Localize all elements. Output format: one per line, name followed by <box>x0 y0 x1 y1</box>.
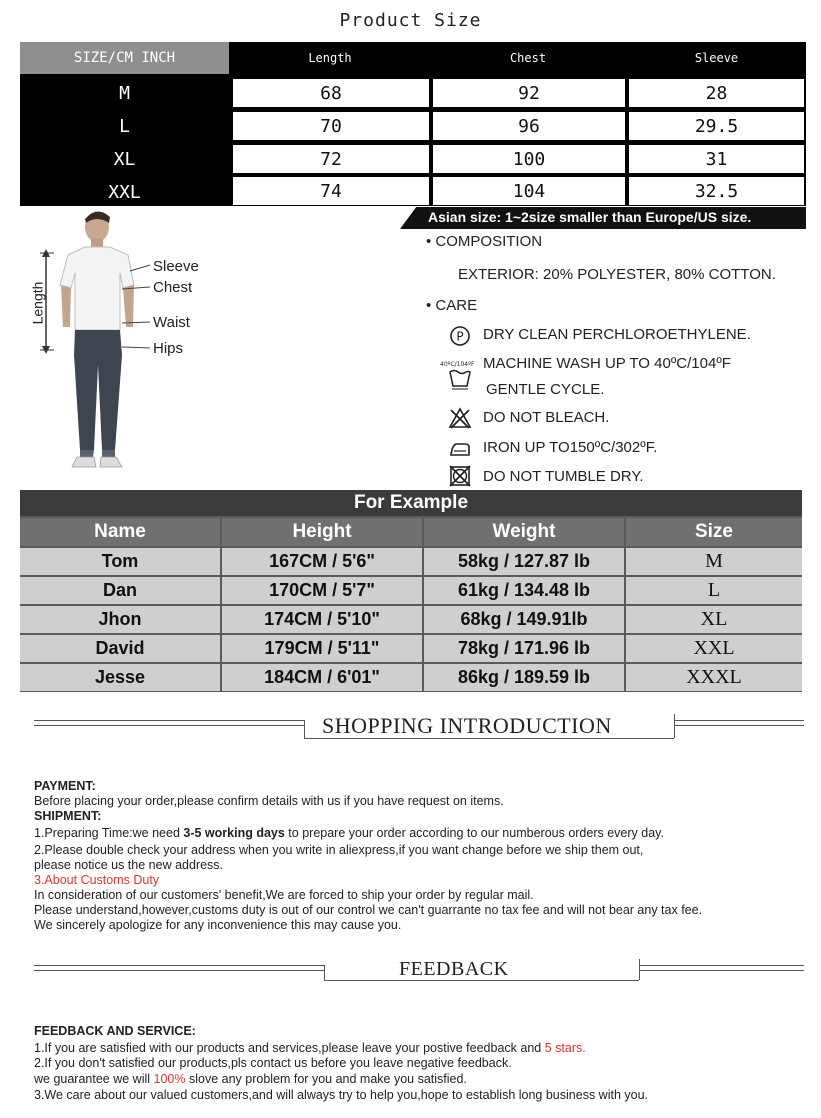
dry-clean-text: DRY CLEAN PERCHLOROETHYLENE. <box>483 326 751 343</box>
divider <box>639 970 804 971</box>
working-days-highlight: 3-5 working days <box>183 826 285 840</box>
chest-label: Chest <box>153 279 193 296</box>
chest-cell: 92 <box>433 79 625 107</box>
wash-temp-label: 40ºC/104ºF <box>440 361 475 368</box>
feedback-line-3-pre: we guarantee we will <box>34 1072 154 1086</box>
no-tumble-dry-text: DO NOT TUMBLE DRY. <box>483 468 644 485</box>
divider <box>304 720 305 738</box>
customs-line-3: We sincerely apologize for any inconvenience this may cause you. <box>34 918 402 932</box>
size-label-cell: M <box>119 82 130 104</box>
composition-text: EXTERIOR: 20% POLYESTER, 80% COTTON. <box>458 266 776 283</box>
length-label: Length <box>29 281 46 325</box>
hundred-percent-highlight: 100% <box>153 1072 186 1086</box>
divider <box>674 720 804 721</box>
height-cell: 174CM / 5'10" <box>222 606 422 633</box>
example-table <box>20 490 802 692</box>
feedback-line-1 <box>34 1041 586 1055</box>
no-bleach-icon <box>448 407 472 429</box>
height-header-cell: Height <box>222 518 422 546</box>
asian-size-note: Asian size: 1~2size smaller than Europe/US size. <box>428 209 752 225</box>
feedback-heading: FEEDBACK AND SERVICE: <box>34 1024 196 1038</box>
iron-icon <box>448 437 472 459</box>
feedback-line-3-post: slove any problem for you and make you satisfied. <box>185 1072 467 1086</box>
size-cell: XXXL <box>626 664 802 691</box>
shopping-intro-header <box>34 710 804 740</box>
feedback-line-4: 3.We care about our valued customers,and will always try to help you,hope to establish long business with you. <box>34 1088 648 1102</box>
length-header-cell: Length <box>308 51 352 65</box>
feedback-line-1-pre: 1.If you are satisfied with our products and services,please leave your postive feedback and <box>34 1041 545 1055</box>
payment-heading: PAYMENT: <box>34 779 96 793</box>
height-cell: 179CM / 5'11" <box>222 635 422 662</box>
iron-text: IRON UP TO150ºC/302ºF. <box>483 439 658 456</box>
customs-line-2: Please understand,however,customs duty is out of our control we can't guarrante no tax fee and will not bear any tax fee. <box>34 903 703 917</box>
size-cell: M <box>626 548 802 575</box>
size-cell: XXL <box>626 635 802 662</box>
sleeve-cell: 31 <box>629 145 804 173</box>
length-cell: 70 <box>233 112 429 140</box>
divider <box>674 725 804 726</box>
name-cell: Jhon <box>20 606 220 633</box>
shipment-line-1-pre: 1.Preparing Time:we need <box>34 826 184 840</box>
divider <box>34 720 304 721</box>
feedback-header <box>34 955 804 985</box>
customs-line-1: In consideration of our customers' benefit,We are forced to ship your order by regular mail. <box>34 888 534 902</box>
divider <box>34 970 324 971</box>
weight-cell: 58kg / 127.87 lb <box>424 548 624 575</box>
size-chart-table <box>20 42 806 206</box>
weight-header-cell: Weight <box>424 518 624 546</box>
height-cell: 170CM / 5'7" <box>222 577 422 604</box>
shipment-heading: SHIPMENT: <box>34 809 102 823</box>
divider <box>34 725 304 726</box>
no-tumble-dry-icon <box>448 465 472 487</box>
shipment-line-2a: 2.Please double check your address when you write in aliexpress,if you want change before we ship them out, <box>34 843 644 857</box>
weight-cell: 86kg / 189.59 lb <box>424 664 624 691</box>
shipment-line-2b: please notice us the new address. <box>34 858 224 872</box>
chest-header-cell: Chest <box>509 51 547 65</box>
shipment-line-1-post: to prepare your order according to our numberous orders every day. <box>284 826 664 840</box>
divider <box>639 965 804 966</box>
care-heading: • CARE <box>426 297 478 314</box>
feedback-title: FEEDBACK <box>399 958 509 980</box>
chest-cell: 100 <box>433 145 625 173</box>
name-cell: Jesse <box>20 664 220 691</box>
sleeve-label: Sleeve <box>153 258 199 275</box>
length-cell: 72 <box>233 145 429 173</box>
dry-clean-icon <box>448 325 472 347</box>
waist-label: Waist <box>153 314 190 331</box>
size-header-cell: SIZE/CM INCH <box>20 42 229 74</box>
machine-wash-text: MACHINE WASH UP TO 40ºC/104ºF <box>483 355 731 372</box>
model-silhouette-icon <box>30 205 230 490</box>
hips-label: Hips <box>153 340 184 357</box>
weight-cell: 61kg / 134.48 lb <box>424 577 624 604</box>
svg-text:P: P <box>456 329 464 344</box>
weight-cell: 68kg / 149.91lb <box>424 606 624 633</box>
no-bleach-text: DO NOT BLEACH. <box>483 409 610 426</box>
example-title: For Example <box>20 490 802 516</box>
size-label-cell: XL <box>113 148 136 170</box>
name-header-cell: Name <box>20 518 220 546</box>
chest-cell: 96 <box>433 112 625 140</box>
size-label-cell: XXL <box>108 181 141 203</box>
size-cell: XL <box>626 606 802 633</box>
payment-text: Before placing your order,please confirm details with us if you have request on items. <box>34 794 504 808</box>
divider <box>324 965 325 980</box>
five-stars-highlight: 5 stars. <box>544 1041 586 1055</box>
height-cell: 167CM / 5'6" <box>222 548 422 575</box>
size-header-cell: Size <box>626 518 802 546</box>
customs-duty-heading: 3.About Customs Duty <box>34 873 160 887</box>
weight-cell: 78kg / 171.96 lb <box>424 635 624 662</box>
length-cell: 74 <box>233 177 429 205</box>
chest-cell: 104 <box>433 177 625 205</box>
feedback-line-2: 2.If you don't satisfied our products,pls contact us before you leave negative feedback. <box>34 1056 512 1070</box>
shipment-line-1 <box>34 826 664 840</box>
name-cell: Tom <box>20 548 220 575</box>
gentle-cycle-text: GENTLE CYCLE. <box>486 381 605 398</box>
sleeve-cell: 28 <box>629 79 804 107</box>
sleeve-cell: 29.5 <box>629 112 804 140</box>
sleeve-header-cell: Sleeve <box>694 51 739 65</box>
size-label-cell: L <box>119 115 130 137</box>
composition-heading: • COMPOSITION <box>426 233 543 250</box>
product-size-title: Product Size <box>339 10 482 31</box>
size-cell: L <box>626 577 802 604</box>
name-cell: David <box>20 635 220 662</box>
shopping-intro-title: SHOPPING INTRODUCTION <box>322 713 612 738</box>
name-cell: Dan <box>20 577 220 604</box>
height-cell: 184CM / 6'01" <box>222 664 422 691</box>
sleeve-cell: 32.5 <box>629 177 804 205</box>
feedback-line-3 <box>34 1072 467 1086</box>
divider <box>674 714 675 738</box>
length-cell: 68 <box>233 79 429 107</box>
model-figure <box>30 205 230 490</box>
machine-wash-icon <box>448 368 472 390</box>
divider <box>34 965 324 966</box>
